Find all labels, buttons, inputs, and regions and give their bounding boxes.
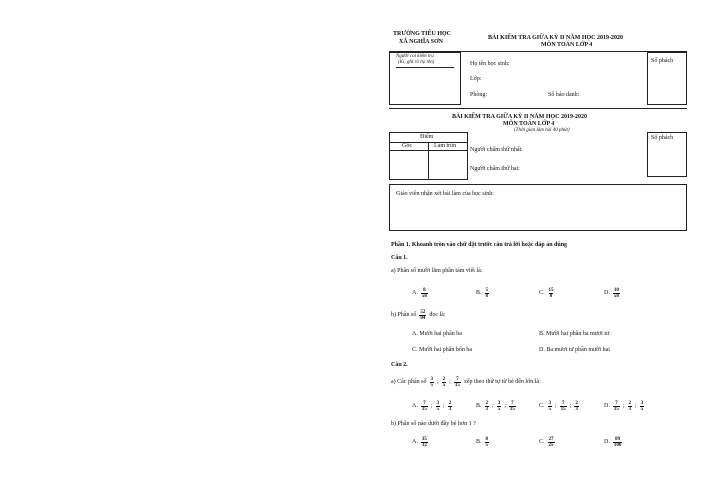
q1b-text-pre: b) Phân số bbox=[391, 312, 417, 318]
sbd-label: Số báo danh: bbox=[548, 92, 580, 98]
q2a-fraction-2: $\frac{2}{5}$ bbox=[442, 376, 446, 388]
q2b-option-b[interactable] bbox=[476, 436, 490, 448]
q1b-fraction: $\frac{52}{84}$ bbox=[420, 309, 426, 321]
q1b-text bbox=[391, 309, 446, 321]
q2a-option-b[interactable]: B. $\frac{2}{3}$ ; $\frac{3}{5}$ ; $\frac{7}{15}$ bbox=[476, 400, 515, 412]
q1a-option-b-letter: B. bbox=[476, 290, 482, 296]
grader2-label: Người chấm thứ hai: bbox=[470, 166, 520, 172]
score-divider bbox=[428, 142, 429, 180]
q2b-option-a[interactable] bbox=[412, 436, 429, 448]
q2b-option-b-letter: B. bbox=[476, 439, 482, 445]
q2b-option-a-fraction: $\frac{35}{32}$ bbox=[421, 436, 427, 448]
q2a-option-d-frac-3: $\frac{3}{5}$ bbox=[640, 400, 644, 412]
q2a-option-b-frac-1: $\frac{2}{3}$ bbox=[485, 400, 489, 412]
q1a-option-b-fraction: $\frac{5}{8}$ bbox=[485, 287, 489, 299]
q1a-option-c-letter: C. bbox=[539, 290, 545, 296]
q2a-text-pre: a) Các phân số bbox=[391, 379, 427, 385]
q2a-option-a-frac-3: $\frac{2}{3}$ bbox=[448, 400, 452, 412]
q1-label: Câu 1. bbox=[391, 255, 408, 261]
q2a-option-a[interactable]: A. $\frac{7}{15}$ ; $\frac{3}{5}$ ; $\frac{2}{3}$ bbox=[412, 400, 452, 412]
q2a-option-b-frac-2: $\frac{3}{5}$ bbox=[497, 400, 501, 412]
school-name-line2: XÃ NGHĨA SƠN bbox=[399, 39, 444, 45]
q1b-option-c[interactable]: C. Mười hai phần bốn ba bbox=[412, 347, 473, 353]
q1a-option-a-letter: A. bbox=[412, 290, 418, 296]
proctor-label: Người coi kiểm tra bbox=[396, 54, 434, 59]
q2a-option-d-letter: D. bbox=[604, 403, 610, 409]
q2a-fraction-1: $\frac{3}{5}$ bbox=[430, 376, 433, 388]
proctor-note: (Kí, ghi rõ họ tên) bbox=[398, 60, 435, 65]
q1b-option-b[interactable]: B. Mười hai phần ba mươi tư bbox=[539, 331, 610, 337]
section2-subject: MÔN TOÁN LỚP 4 bbox=[503, 121, 555, 127]
q1a-option-a[interactable] bbox=[412, 287, 429, 299]
q2a-option-a-letter: A. bbox=[412, 403, 418, 409]
q2a-option-c-frac-1: $\frac{3}{5}$ bbox=[548, 400, 552, 412]
grader1-label: Người chấm thứ nhất: bbox=[470, 147, 523, 153]
q2a-text: a) Các phân số $\frac{3}{5}$ ; $\frac{2}{5}$ ; $\frac{7}{15}$ xếp theo thứ tự từ bé đến lớn là: bbox=[391, 376, 541, 388]
q2b-option-d-letter: D. bbox=[604, 439, 610, 445]
q2b-text: b) Phân số nào dưới đây bé hơn 1 ? bbox=[391, 421, 476, 427]
score-label: Điểm bbox=[420, 134, 434, 140]
so-phach-box-2 bbox=[647, 132, 687, 177]
so-phach-box-1 bbox=[647, 52, 687, 105]
q2a-option-c-frac-3: $\frac{2}{3}$ bbox=[575, 400, 578, 412]
q2a-option-a-frac-2: $\frac{3}{5}$ bbox=[436, 400, 440, 412]
q1a-option-c[interactable] bbox=[539, 287, 556, 299]
q2b-option-c-fraction: $\frac{27}{25}$ bbox=[548, 436, 554, 448]
q1a-option-b[interactable] bbox=[476, 287, 490, 299]
header-bottom-rule bbox=[389, 108, 687, 109]
score-box bbox=[389, 132, 468, 180]
teacher-comment-label: Giáo viên nhận xét bài làm của học sinh: bbox=[396, 191, 494, 197]
q2a-text-post: xếp theo thứ tự từ bé đến lớn là: bbox=[463, 379, 541, 385]
q1b-text-post: đọc là: bbox=[429, 312, 446, 318]
q2a-option-d-frac-2: $\frac{2}{3}$ bbox=[628, 400, 632, 412]
so-phach-label-2: Số phách bbox=[651, 135, 674, 141]
q2a-option-a-frac-1: $\frac{7}{15}$ bbox=[421, 400, 427, 412]
time-note: (Thời gian làm bài 40 phút) bbox=[514, 128, 570, 133]
proctor-box bbox=[389, 52, 461, 105]
q2a-option-b-frac-3: $\frac{7}{15}$ bbox=[509, 400, 515, 412]
school-name-line1: TRƯỜNG TIỂU HỌC bbox=[393, 31, 452, 37]
q2a-option-c[interactable]: C. $\frac{3}{5}$ ; $\frac{7}{15}$ ; $\frac{2}{3}$ bbox=[539, 400, 578, 412]
so-phach-label-1: Số phách bbox=[651, 58, 674, 64]
q2a-option-d-frac-1: $\frac{7}{15}$ bbox=[613, 400, 619, 412]
q1a-option-d[interactable] bbox=[604, 287, 621, 299]
q1a-option-d-fraction: $\frac{10}{58}$ bbox=[613, 287, 619, 299]
q1a-option-a-fraction: $\frac{8}{58}$ bbox=[421, 287, 427, 299]
class-label: Lớp: bbox=[470, 76, 482, 82]
part1-title: Phần 1. Khoanh tròn vào chữ đặt trước câu trả lời hoặc đáp án đúng bbox=[391, 242, 568, 248]
q2b-option-a-letter: A. bbox=[412, 439, 418, 445]
q2a-option-b-letter: B. bbox=[476, 403, 482, 409]
q2b-option-d[interactable] bbox=[604, 436, 623, 448]
q1b-option-a[interactable]: A. Mười hai phần ba bbox=[412, 331, 462, 337]
section2-title: BÀI KIỂM TRA GIỮA KỲ II NĂM HỌC 2019-2020 bbox=[452, 114, 588, 120]
room-label: Phòng: bbox=[470, 92, 488, 98]
exam-subject: MÔN TOÁN LỚP 4 bbox=[541, 42, 593, 48]
q1a-option-c-fraction: $\frac{15}{8}$ bbox=[548, 287, 554, 299]
q2b-option-c[interactable] bbox=[539, 436, 556, 448]
score-goc-label: Gốc bbox=[402, 143, 412, 149]
score-lam-tron-label: Làm tròn bbox=[434, 143, 457, 149]
teacher-comment-box bbox=[389, 184, 687, 231]
proctor-underline bbox=[396, 67, 454, 68]
q2-label: Câu 2. bbox=[391, 362, 408, 368]
q2a-option-c-letter: C. bbox=[539, 403, 545, 409]
q2a-option-d[interactable]: D. $\frac{7}{15}$ ; $\frac{2}{3}$ ; $\frac{3}{5}$ bbox=[604, 400, 644, 412]
q1b-option-d[interactable]: D. Ba mươi tư phần mười hai bbox=[539, 347, 610, 353]
q2a-fraction-3: $\frac{7}{15}$ bbox=[454, 376, 460, 388]
exam-title: BÀI KIỂM TRA GIỮA KỲ II NĂM HỌC 2019-2020 bbox=[488, 35, 624, 41]
student-name-label: Họ tên học sinh: bbox=[470, 61, 510, 67]
q2b-option-d-fraction: $\frac{89}{100}$ bbox=[613, 436, 622, 448]
q2a-option-c-frac-2: $\frac{7}{15}$ bbox=[560, 400, 566, 412]
q2b-option-b-fraction: $\frac{8}{5}$ bbox=[485, 436, 489, 448]
q2b-option-c-letter: C. bbox=[539, 439, 545, 445]
q1a-text: a) Phân số mười lăm phần tám viết là: bbox=[391, 268, 483, 274]
q1a-option-d-letter: D. bbox=[604, 290, 610, 296]
